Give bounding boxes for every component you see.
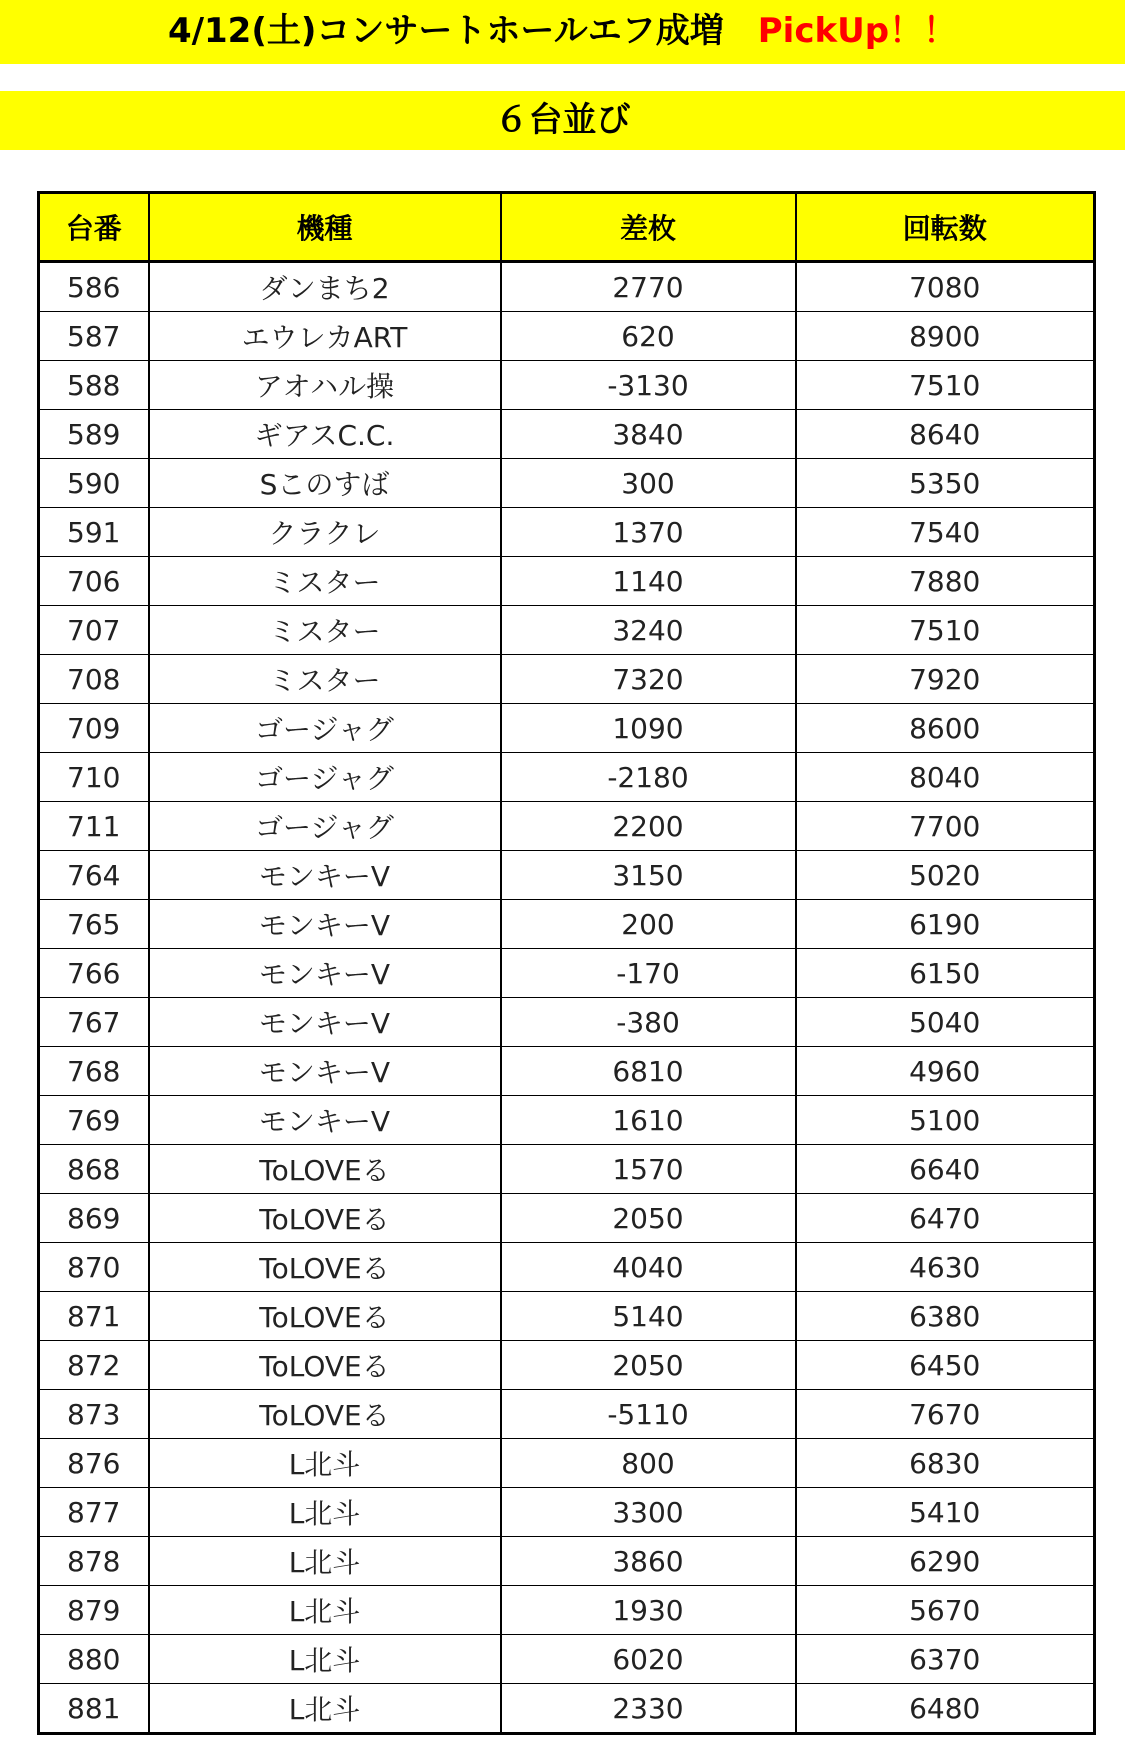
machine-model-cell: L北斗 xyxy=(149,1684,501,1734)
coin-difference-cell: 2330 xyxy=(501,1684,796,1734)
spin-count-cell: 7700 xyxy=(796,802,1095,851)
spin-count-cell: 5100 xyxy=(796,1096,1095,1145)
machine-number-cell: 591 xyxy=(39,508,149,557)
spin-count-cell: 8040 xyxy=(796,753,1095,802)
coin-difference-cell: 7320 xyxy=(501,655,796,704)
spin-count-cell: 6150 xyxy=(796,949,1095,998)
column-header-machine-number: 台番 xyxy=(39,193,149,262)
machine-number-cell: 765 xyxy=(39,900,149,949)
coin-difference-cell: 300 xyxy=(501,459,796,508)
page-title: 4/12(土)コンサートホールエフ成増 xyxy=(167,11,724,51)
coin-difference-cell: 2200 xyxy=(501,802,796,851)
table-row xyxy=(39,900,1095,949)
table-row xyxy=(39,1145,1095,1194)
table-row xyxy=(39,655,1095,704)
coin-difference-cell: 1610 xyxy=(501,1096,796,1145)
table-row xyxy=(39,1292,1095,1341)
spin-count-cell: 8640 xyxy=(796,410,1095,459)
machine-number-cell: 589 xyxy=(39,410,149,459)
table-row xyxy=(39,508,1095,557)
coin-difference-cell: 3840 xyxy=(501,410,796,459)
table-row xyxy=(39,1194,1095,1243)
coin-difference-cell: 3150 xyxy=(501,851,796,900)
machine-model-cell: ミスター xyxy=(149,557,501,606)
machine-model-cell: モンキーV xyxy=(149,998,501,1047)
machine-number-cell: 872 xyxy=(39,1341,149,1390)
machine-number-cell: 708 xyxy=(39,655,149,704)
machine-model-cell: モンキーV xyxy=(149,949,501,998)
machine-number-cell: 871 xyxy=(39,1292,149,1341)
machine-model-cell: ToLOVEる xyxy=(149,1145,501,1194)
coin-difference-cell: 2770 xyxy=(501,262,796,312)
coin-difference-cell: 5140 xyxy=(501,1292,796,1341)
spin-count-cell: 6480 xyxy=(796,1684,1095,1734)
table-row xyxy=(39,1537,1095,1586)
spin-count-cell: 7540 xyxy=(796,508,1095,557)
machine-number-cell: 868 xyxy=(39,1145,149,1194)
machine-number-cell: 706 xyxy=(39,557,149,606)
coin-difference-cell: -380 xyxy=(501,998,796,1047)
spin-count-cell: 6190 xyxy=(796,900,1095,949)
coin-difference-cell: 6020 xyxy=(501,1635,796,1684)
machine-number-cell: 876 xyxy=(39,1439,149,1488)
coin-difference-cell: -5110 xyxy=(501,1390,796,1439)
coin-difference-cell: 4040 xyxy=(501,1243,796,1292)
coin-difference-cell: 1930 xyxy=(501,1586,796,1635)
coin-difference-cell: 3240 xyxy=(501,606,796,655)
machine-model-cell: L北斗 xyxy=(149,1635,501,1684)
table-row xyxy=(39,606,1095,655)
table-row xyxy=(39,949,1095,998)
machine-number-cell: 707 xyxy=(39,606,149,655)
table-header-row xyxy=(39,193,1095,262)
coin-difference-cell: 3300 xyxy=(501,1488,796,1537)
coin-difference-cell: 2050 xyxy=(501,1194,796,1243)
machine-model-cell: ToLOVEる xyxy=(149,1194,501,1243)
table-row xyxy=(39,704,1095,753)
table-row xyxy=(39,753,1095,802)
spin-count-cell: 5020 xyxy=(796,851,1095,900)
machine-number-cell: 870 xyxy=(39,1243,149,1292)
machine-number-cell: 768 xyxy=(39,1047,149,1096)
coin-difference-cell: 620 xyxy=(501,312,796,361)
coin-difference-cell: 2050 xyxy=(501,1341,796,1390)
table-row xyxy=(39,1488,1095,1537)
spin-count-cell: 7670 xyxy=(796,1390,1095,1439)
spin-count-cell: 6640 xyxy=(796,1145,1095,1194)
table-row xyxy=(39,1096,1095,1145)
spin-count-cell: 5040 xyxy=(796,998,1095,1047)
machine-model-cell: L北斗 xyxy=(149,1586,501,1635)
machine-number-cell: 710 xyxy=(39,753,149,802)
table-row xyxy=(39,1390,1095,1439)
table-row xyxy=(39,361,1095,410)
table-row xyxy=(39,1047,1095,1096)
table-row xyxy=(39,262,1095,312)
table-row xyxy=(39,557,1095,606)
coin-difference-cell: 800 xyxy=(501,1439,796,1488)
machine-model-cell: モンキーV xyxy=(149,1096,501,1145)
machine-number-cell: 881 xyxy=(39,1684,149,1734)
coin-difference-cell: -170 xyxy=(501,949,796,998)
spin-count-cell: 6290 xyxy=(796,1537,1095,1586)
table-row xyxy=(39,998,1095,1047)
table-row xyxy=(39,1635,1095,1684)
machine-model-cell: モンキーV xyxy=(149,1047,501,1096)
page-subtitle: ６台並び xyxy=(494,100,631,140)
subtitle-banner xyxy=(0,91,1125,150)
spin-count-cell: 6470 xyxy=(796,1194,1095,1243)
machine-model-cell: ToLOVEる xyxy=(149,1292,501,1341)
table-row xyxy=(39,410,1095,459)
table-row xyxy=(39,459,1095,508)
coin-difference-cell: 1090 xyxy=(501,704,796,753)
machine-model-cell: ミスター xyxy=(149,655,501,704)
spin-count-cell: 7510 xyxy=(796,361,1095,410)
machine-number-cell: 877 xyxy=(39,1488,149,1537)
machine-number-cell: 709 xyxy=(39,704,149,753)
machine-number-cell: 879 xyxy=(39,1586,149,1635)
machine-number-cell: 878 xyxy=(39,1537,149,1586)
machine-model-cell: ToLOVEる xyxy=(149,1341,501,1390)
spin-count-cell: 6370 xyxy=(796,1635,1095,1684)
spin-count-cell: 7880 xyxy=(796,557,1095,606)
machine-model-cell: ToLOVEる xyxy=(149,1243,501,1292)
machine-model-cell: ギアスC.C. xyxy=(149,410,501,459)
spin-count-cell: 6380 xyxy=(796,1292,1095,1341)
machine-number-cell: 767 xyxy=(39,998,149,1047)
spin-count-cell: 4630 xyxy=(796,1243,1095,1292)
column-header-coin-difference: 差枚 xyxy=(501,193,796,262)
table-row xyxy=(39,1341,1095,1390)
spin-count-cell: 7510 xyxy=(796,606,1095,655)
machine-number-cell: 587 xyxy=(39,312,149,361)
machine-model-cell: Sこのすば xyxy=(149,459,501,508)
machine-number-cell: 869 xyxy=(39,1194,149,1243)
spin-count-cell: 5350 xyxy=(796,459,1095,508)
machine-model-cell: モンキーV xyxy=(149,851,501,900)
machine-model-cell: アオハル操 xyxy=(149,361,501,410)
spin-count-cell: 5410 xyxy=(796,1488,1095,1537)
machine-model-cell: ミスター xyxy=(149,606,501,655)
coin-difference-cell: 200 xyxy=(501,900,796,949)
column-header-spin-count: 回転数 xyxy=(796,193,1095,262)
spin-count-cell: 8600 xyxy=(796,704,1095,753)
machine-model-cell: L北斗 xyxy=(149,1439,501,1488)
machine-model-cell: エウレカART xyxy=(149,312,501,361)
spin-count-cell: 5670 xyxy=(796,1586,1095,1635)
machine-model-cell: L北斗 xyxy=(149,1537,501,1586)
machine-model-cell: ダンまち2 xyxy=(149,262,501,312)
table-row xyxy=(39,851,1095,900)
spin-count-cell: 6830 xyxy=(796,1439,1095,1488)
coin-difference-cell: 1140 xyxy=(501,557,796,606)
spin-count-cell: 8900 xyxy=(796,312,1095,361)
coin-difference-cell: -3130 xyxy=(501,361,796,410)
machine-number-cell: 766 xyxy=(39,949,149,998)
coin-difference-cell: 6810 xyxy=(501,1047,796,1096)
table-row xyxy=(39,1439,1095,1488)
column-header-machine-model: 機種 xyxy=(149,193,501,262)
machine-number-cell: 764 xyxy=(39,851,149,900)
results-table xyxy=(37,191,1096,1735)
machine-model-cell: モンキーV xyxy=(149,900,501,949)
table-row xyxy=(39,1684,1095,1734)
spin-count-cell: 6450 xyxy=(796,1341,1095,1390)
machine-number-cell: 769 xyxy=(39,1096,149,1145)
machine-number-cell: 590 xyxy=(39,459,149,508)
machine-number-cell: 880 xyxy=(39,1635,149,1684)
coin-difference-cell: -2180 xyxy=(501,753,796,802)
spin-count-cell: 4960 xyxy=(796,1047,1095,1096)
machine-number-cell: 873 xyxy=(39,1390,149,1439)
table-row xyxy=(39,312,1095,361)
table-row xyxy=(39,1586,1095,1635)
table-body xyxy=(39,262,1095,1734)
table-row xyxy=(39,1243,1095,1292)
machine-model-cell: ToLOVEる xyxy=(149,1390,501,1439)
spin-count-cell: 7080 xyxy=(796,262,1095,312)
coin-difference-cell: 1570 xyxy=(501,1145,796,1194)
machine-number-cell: 711 xyxy=(39,802,149,851)
coin-difference-cell: 3860 xyxy=(501,1537,796,1586)
machine-model-cell: クラクレ xyxy=(149,508,501,557)
machine-model-cell: L北斗 xyxy=(149,1488,501,1537)
coin-difference-cell: 1370 xyxy=(501,508,796,557)
table-row xyxy=(39,802,1095,851)
machine-model-cell: ゴージャグ xyxy=(149,704,501,753)
machine-number-cell: 586 xyxy=(39,262,149,312)
pickup-label: PickUp！！ xyxy=(757,11,958,51)
spin-count-cell: 7920 xyxy=(796,655,1095,704)
machine-model-cell: ゴージャグ xyxy=(149,802,501,851)
machine-model-cell: ゴージャグ xyxy=(149,753,501,802)
machine-number-cell: 588 xyxy=(39,361,149,410)
title-banner xyxy=(0,0,1125,64)
